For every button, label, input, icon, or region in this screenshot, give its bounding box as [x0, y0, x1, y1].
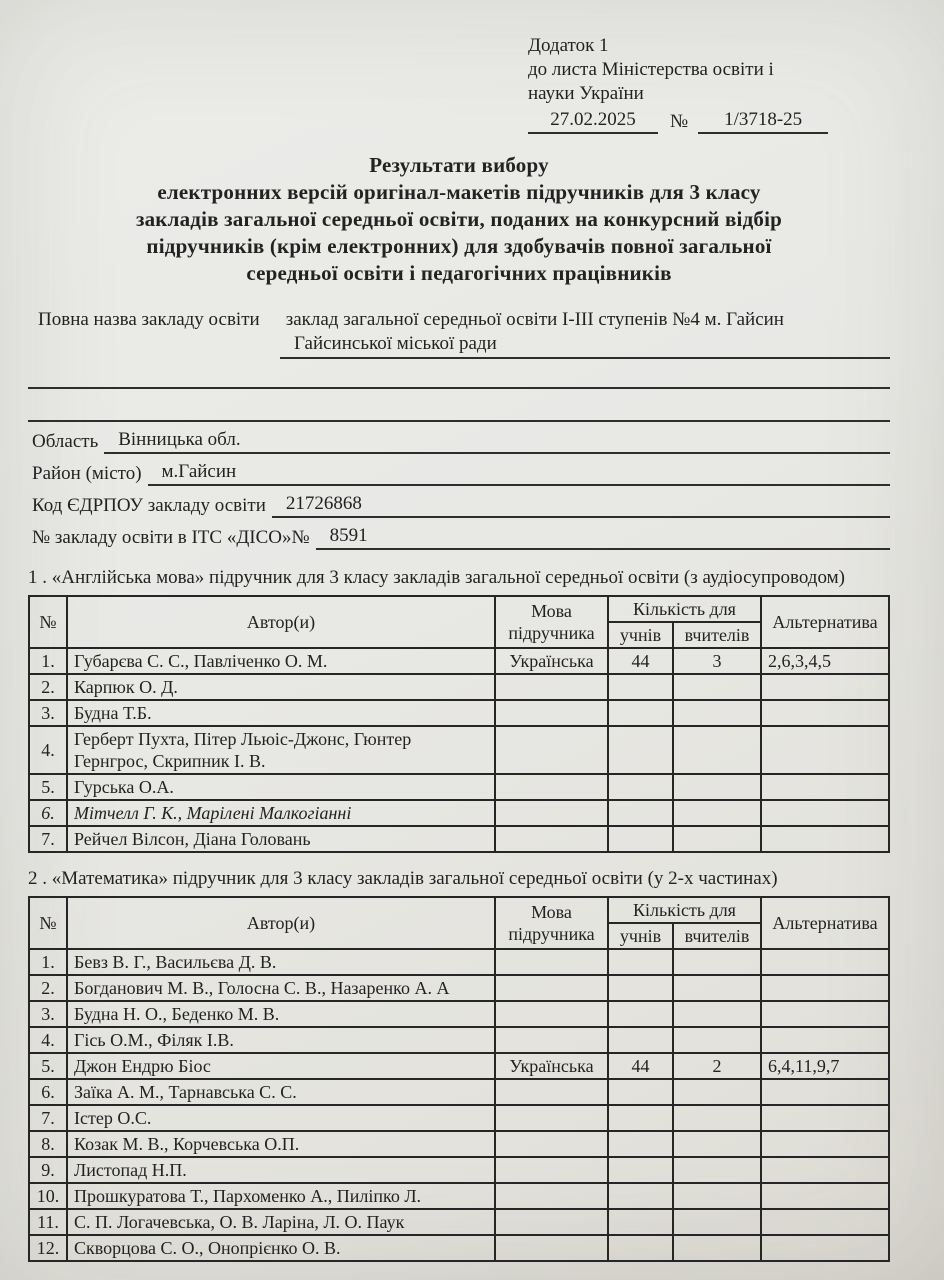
table-header [29, 897, 889, 949]
language-cell [495, 1079, 608, 1105]
teachers-count-cell [673, 1183, 761, 1209]
pupils-count-cell [608, 949, 673, 975]
title-line: електронних версій оригінал-макетів підручників для 3 класу [157, 180, 761, 204]
column-header-quantity: Кількість для [608, 596, 761, 622]
row-number-cell: 3. [29, 1001, 67, 1027]
teachers-count-cell [673, 1235, 761, 1261]
language-cell [495, 700, 608, 726]
teachers-count-cell [673, 1105, 761, 1131]
school-name-value-line1: заклад загальної середньої освіти І-ІІІ ступенів №4 м. Гайсин [285, 309, 784, 330]
table-row [29, 1079, 889, 1105]
language-cell [495, 826, 608, 852]
alternative-cell [761, 1157, 889, 1183]
pupils-count-cell [608, 774, 673, 800]
pupils-count-cell [608, 700, 673, 726]
column-header-teachers: вчителів [673, 923, 761, 949]
column-header-quantity: Кількість для [608, 897, 761, 923]
teachers-count-cell [673, 1001, 761, 1027]
table-row [29, 774, 889, 800]
table-row [29, 1105, 889, 1131]
column-header-teachers: вчителів [673, 622, 761, 648]
pupils-count-cell [608, 1131, 673, 1157]
authors-cell: Прошкуратова Т., Пархоменко А., Пиліпко Л. [67, 1183, 495, 1209]
pupils-count-cell [608, 1027, 673, 1053]
annex-number: 1/3718-25 [698, 108, 828, 134]
row-number-cell: 1. [29, 949, 67, 975]
title-line: середньої освіти і педагогічних працівників [246, 261, 672, 285]
table-row [29, 826, 889, 852]
language-cell [495, 975, 608, 1001]
row-number-cell: 5. [29, 1053, 67, 1079]
pupils-count-cell [608, 800, 673, 826]
language-cell [495, 1235, 608, 1261]
column-header-authors: Автор(и) [67, 596, 495, 648]
alternative-cell [761, 1209, 889, 1235]
region-value: Вінницька обл. [104, 427, 890, 454]
row-number-cell: 8. [29, 1131, 67, 1157]
district-label: Район (місто) [32, 463, 142, 484]
table-row [29, 1157, 889, 1183]
authors-cell: Джон Ендрю Біос [67, 1053, 495, 1079]
annex-line: Додаток 1 [528, 35, 609, 56]
teachers-count-cell [673, 1157, 761, 1183]
annex-header-block [528, 34, 890, 134]
annex-line: науки України [528, 83, 644, 104]
alternative-cell [761, 1079, 889, 1105]
pupils-count-cell [608, 726, 673, 774]
row-number-cell: 7. [29, 826, 67, 852]
language-cell [495, 774, 608, 800]
language-cell: Українська [495, 648, 608, 674]
row-number-cell: 1. [29, 648, 67, 674]
authors-cell: С. П. Логачевська, О. В. Ларіна, Л. О. Паук [67, 1209, 495, 1235]
authors-cell: Будна Т.Б. [67, 700, 495, 726]
teachers-count-cell [673, 826, 761, 852]
pupils-count-cell [608, 1209, 673, 1235]
alternative-cell: 2,6,3,4,5 [761, 648, 889, 674]
teachers-count-cell [673, 700, 761, 726]
pupils-count-cell [608, 975, 673, 1001]
authors-cell: Гурська О.А. [67, 774, 495, 800]
form-fields [28, 309, 890, 550]
table-header [29, 596, 889, 648]
language-cell [495, 1209, 608, 1235]
row-number-cell: 12. [29, 1235, 67, 1261]
section-2-heading: 2 . «Математика» підручник для 3 класу закладів загальної середньої освіти (у 2-х частинах) [28, 868, 778, 889]
annex-date-row [528, 108, 890, 134]
pupils-count-cell [608, 1183, 673, 1209]
authors-cell: Мітчелл Г. К., Марілені Малкогіанні [67, 800, 495, 826]
row-number-cell: 9. [29, 1157, 67, 1183]
language-cell [495, 1183, 608, 1209]
annex-date: 27.02.2025 [528, 108, 658, 134]
column-header-alternative: Альтернатива [761, 596, 889, 648]
table-row [29, 1027, 889, 1053]
authors-cell: Рейчел Вілсон, Діана Головань [67, 826, 495, 852]
column-header-alternative: Альтернатива [761, 897, 889, 949]
teachers-count-cell [673, 800, 761, 826]
language-cell [495, 1105, 608, 1131]
row-number-cell: 2. [29, 975, 67, 1001]
alternative-cell [761, 726, 889, 774]
column-header-language: Мова підручника [495, 596, 608, 648]
authors-cell: Скворцова С. О., Онопрієнко О. В. [67, 1235, 495, 1261]
district-value: м.Гайсин [148, 459, 890, 486]
school-name-value-line2: Гайсинської міської ради [280, 331, 890, 359]
teachers-count-cell [673, 975, 761, 1001]
authors-cell: Бевз В. Г., Васильєва Д. В. [67, 949, 495, 975]
row-number-cell: 3. [29, 700, 67, 726]
title-line: підручників (крім електронних) для здобувачів повної загальної [146, 234, 772, 258]
column-header-number: № [29, 596, 67, 648]
column-header-pupils: учнів [608, 923, 673, 949]
table-row [29, 726, 889, 774]
authors-cell: Герберт Пухта, Пітер Льюіс-Джонс, Гюнтер Гернгрос, Скрипник І. В. [67, 726, 495, 774]
school-name-row [28, 309, 890, 331]
teachers-count-cell: 3 [673, 648, 761, 674]
language-cell [495, 674, 608, 700]
title-line: закладів загальної середньої освіти, поданих на конкурсний відбір [135, 207, 783, 231]
empty-write-in-line [28, 359, 890, 389]
authors-cell: Будна Н. О., Беденко М. В. [67, 1001, 495, 1027]
alternative-cell [761, 700, 889, 726]
table-row [29, 949, 889, 975]
alternative-cell [761, 1001, 889, 1027]
row-number-cell: 5. [29, 774, 67, 800]
authors-cell: Істер О.С. [67, 1105, 495, 1131]
title-line: Результати вибору [369, 153, 549, 177]
teachers-count-cell [673, 774, 761, 800]
alternative-cell [761, 1027, 889, 1053]
school-name-label: Повна назва закладу освіти [38, 309, 260, 330]
district-row [28, 459, 890, 486]
pupils-count-cell [608, 1001, 673, 1027]
alternative-cell [761, 1105, 889, 1131]
empty-write-in-line [28, 389, 890, 422]
alternative-cell [761, 1235, 889, 1261]
authors-cell: Губарєва С. С., Павліченко О. М. [67, 648, 495, 674]
alternative-cell [761, 975, 889, 1001]
pupils-count-cell [608, 1157, 673, 1183]
diso-row [28, 523, 890, 550]
table-row [29, 1209, 889, 1235]
row-number-cell: 6. [29, 1079, 67, 1105]
table-row [29, 1001, 889, 1027]
authors-cell: Гісь О.М., Філяк І.В. [67, 1027, 495, 1053]
teachers-count-cell: 2 [673, 1053, 761, 1079]
teachers-count-cell [673, 726, 761, 774]
table-row [29, 1053, 889, 1079]
annex-number-label: № [670, 111, 689, 132]
column-header-number: № [29, 897, 67, 949]
column-header-authors: Автор(и) [67, 897, 495, 949]
column-header-pupils: учнів [608, 622, 673, 648]
diso-label: № закладу освіти в ІТС «ДІСО»№ [32, 527, 310, 548]
alternative-cell [761, 674, 889, 700]
pupils-count-cell [608, 1079, 673, 1105]
table-row [29, 975, 889, 1001]
language-cell [495, 1001, 608, 1027]
authors-cell: Богданович М. В., Голосна С. В., Назаренко А. А [67, 975, 495, 1001]
language-cell [495, 800, 608, 826]
pupils-count-cell [608, 674, 673, 700]
teachers-count-cell [673, 1027, 761, 1053]
diso-value: 8591 [316, 523, 890, 550]
annex-line: до листа Міністерства освіти і [528, 59, 774, 80]
edrpou-label: Код ЄДРПОУ закладу освіти [32, 495, 266, 516]
pupils-count-cell: 44 [608, 1053, 673, 1079]
alternative-cell [761, 774, 889, 800]
teachers-count-cell [673, 949, 761, 975]
table-row [29, 648, 889, 674]
teachers-count-cell [673, 1209, 761, 1235]
language-cell [495, 1157, 608, 1183]
authors-cell: Листопад Н.П. [67, 1157, 495, 1183]
row-number-cell: 11. [29, 1209, 67, 1235]
table-body [29, 648, 889, 852]
row-number-cell: 2. [29, 674, 67, 700]
authors-cell: Заїка А. М., Тарнавська С. С. [67, 1079, 495, 1105]
edrpou-value: 21726868 [272, 491, 890, 518]
alternative-cell [761, 800, 889, 826]
column-header-language: Мова підручника [495, 897, 608, 949]
region-label: Область [32, 431, 99, 452]
alternative-cell [761, 1131, 889, 1157]
row-number-cell: 4. [29, 726, 67, 774]
row-number-cell: 7. [29, 1105, 67, 1131]
pupils-count-cell [608, 1105, 673, 1131]
authors-cell: Козак М. В., Корчевська О.П. [67, 1131, 495, 1157]
region-row [28, 427, 890, 454]
language-cell [495, 1027, 608, 1053]
section-2-table [28, 896, 890, 1262]
alternative-cell [761, 949, 889, 975]
authors-cell: Карпюк О. Д. [67, 674, 495, 700]
table-row [29, 700, 889, 726]
teachers-count-cell [673, 1131, 761, 1157]
section-1-table [28, 595, 890, 853]
table-row [29, 800, 889, 826]
language-cell [495, 726, 608, 774]
language-cell: Українська [495, 1053, 608, 1079]
table-row [29, 1183, 889, 1209]
alternative-cell [761, 826, 889, 852]
pupils-count-cell: 44 [608, 648, 673, 674]
section-1-heading: 1 . «Англійська мова» підручник для 3 класу закладів загальної середньої освіти (з аудіосупроводом) [28, 567, 845, 588]
row-number-cell: 4. [29, 1027, 67, 1053]
table-row [29, 674, 889, 700]
table-body [29, 949, 889, 1261]
language-cell [495, 1131, 608, 1157]
table-row [29, 1235, 889, 1261]
language-cell [495, 949, 608, 975]
row-number-cell: 10. [29, 1183, 67, 1209]
edrpou-row [28, 491, 890, 518]
pupils-count-cell [608, 826, 673, 852]
alternative-cell [761, 1183, 889, 1209]
table-row [29, 1131, 889, 1157]
document-title [28, 152, 890, 287]
alternative-cell: 6,4,11,9,7 [761, 1053, 889, 1079]
row-number-cell: 6. [29, 800, 67, 826]
teachers-count-cell [673, 674, 761, 700]
teachers-count-cell [673, 1079, 761, 1105]
pupils-count-cell [608, 1235, 673, 1261]
